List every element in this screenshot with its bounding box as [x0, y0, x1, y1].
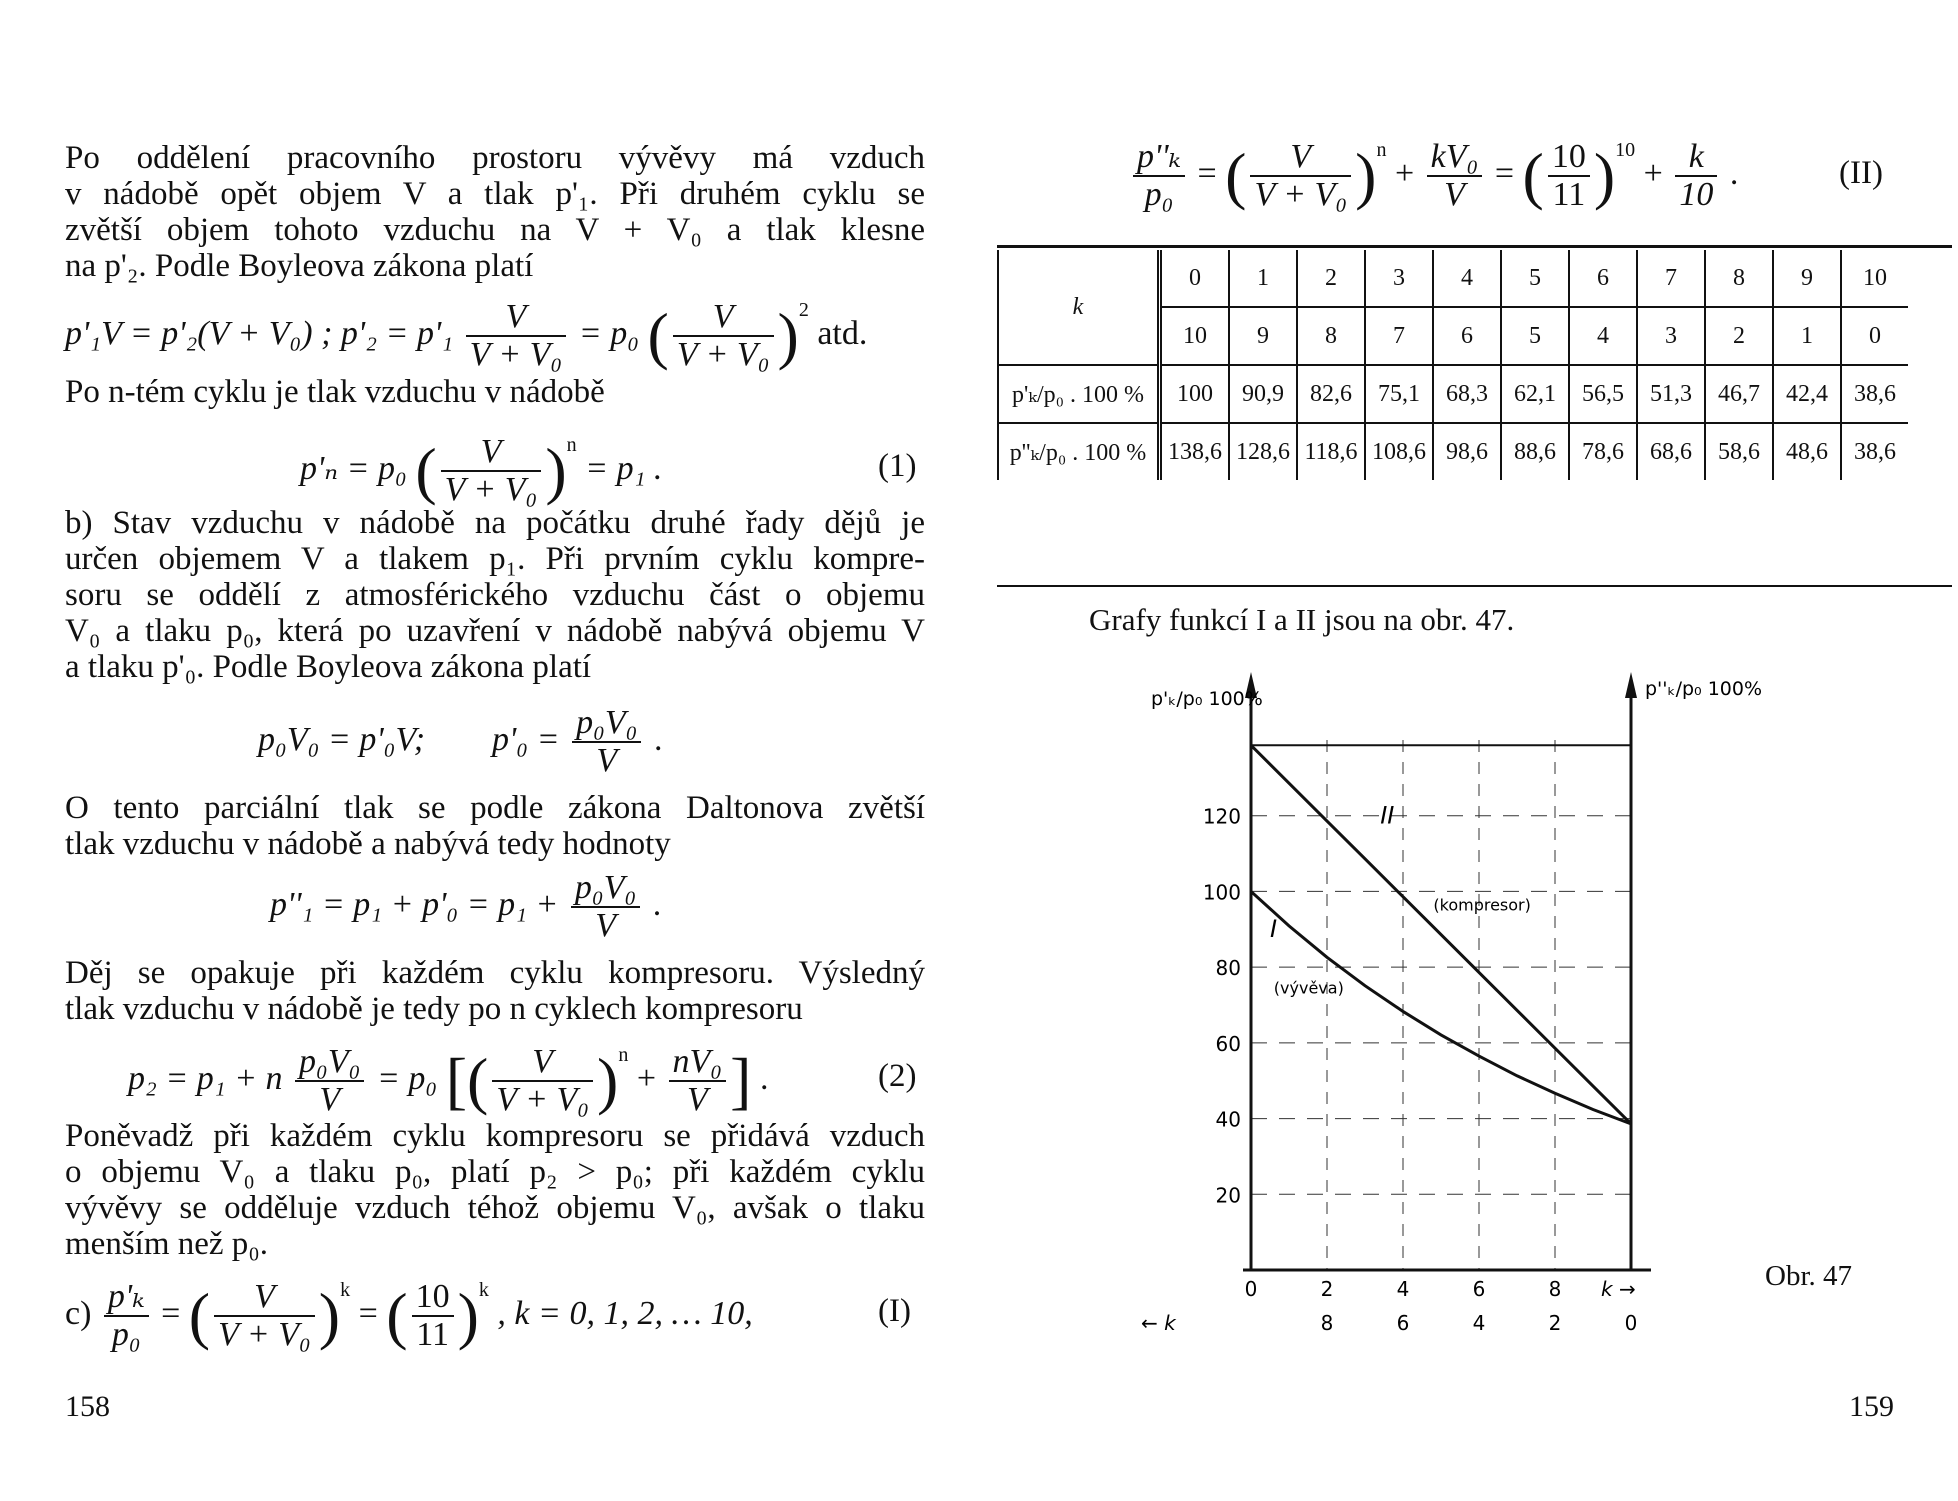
equation-2: p₂ = p₁ + n $\frac{\text{p₀V₀}}{V}$ = p₀ [( $\frac{V}{\text{V + V₀}}$ )$^n$ + $\frac{\text{nV₀}}{V}$ ] .	[128, 1043, 769, 1119]
table-cell: 10	[1841, 250, 1908, 307]
x-tick-label: 2	[1320, 1277, 1334, 1301]
y-tick-label: 80	[1215, 956, 1241, 981]
fraction	[492, 1044, 593, 1118]
arrow-right-axis	[1625, 672, 1637, 698]
exponent: n	[1376, 139, 1387, 161]
denominator: V	[596, 742, 618, 779]
text-line: o objemu V₀ a tlaku p₀, platí p₂ > p₀; při každém cyklu	[65, 1154, 925, 1190]
eq-part: p'ₙ = p₀	[300, 450, 407, 487]
numerator: 10	[412, 1279, 454, 1317]
denominator: V + V₀	[218, 1316, 311, 1354]
numerator: p₀V₀	[572, 705, 641, 743]
numerator: nV₀	[669, 1044, 727, 1082]
numerator: 10	[1548, 139, 1590, 177]
equation-II: $\frac{\text{p''ₖ}}{\text{p₀}}$ = ( $\frac{V}{\text{V + V₀}}$ )$^n$ + $\frac{\text{kV₀}}{V}$ = ( $\frac{10}{11}$ )$^{10}$ + $\frac{k}{10}$ .	[1129, 130, 1738, 213]
text-line: tlak vzduchu v nádobě a nabývá tedy hodnoty	[65, 826, 671, 862]
x-tick-label: 8	[1320, 1311, 1334, 1335]
fraction	[571, 870, 640, 944]
eq-part: +	[1643, 155, 1663, 192]
table-cell: 108,6	[1365, 423, 1433, 480]
eq-part: atd.	[817, 315, 868, 352]
exponent: k	[478, 1279, 489, 1301]
equation-boyle-1: p'₁V = p'₂(V + V₀) ; p'₂ = p'₁ $\frac{V}{\text{V + V₀}}$ = p₀ ( $\frac{V}{\text{V + V₀}}$ )$^2$ atd.	[65, 298, 868, 374]
series-label: II	[1380, 801, 1395, 830]
text-line: vývěvy se odděluje vzduch téhož objemu V₀, avšak o tlaku	[65, 1190, 925, 1226]
eq-part: =	[358, 1295, 378, 1332]
equation-number: (I)	[878, 1293, 911, 1329]
table-cell: 10	[1160, 307, 1230, 365]
x-tick-label: 0	[1244, 1277, 1258, 1301]
series-annotation: (vývěva)	[1273, 978, 1344, 998]
table-cell: 58,6	[1705, 423, 1773, 480]
numerator: V	[441, 434, 542, 472]
numerator: V	[214, 1279, 315, 1317]
exponent: 10	[1615, 139, 1636, 161]
table-cell: 68,6	[1637, 423, 1705, 480]
fraction	[1427, 139, 1483, 213]
paragraph-1	[65, 140, 925, 284]
text-line: zvětší objem tohoto vzduchu na V + V₀ a tlak klesne	[65, 212, 925, 248]
table-cell: 42,4	[1773, 365, 1841, 423]
fraction	[466, 299, 567, 373]
fraction	[1133, 139, 1185, 213]
eq-part: , k = 0, 1, 2, … 10,	[497, 1295, 753, 1332]
numerator: V	[673, 299, 774, 337]
equation-I: c) $\frac{\text{p'ₖ}}{\text{p₀}}$ = ( $\frac{V}{\text{V + V₀}}$ )$^k$ = ( $\frac{10}{11}$ )$^k$ , k = 0, 1, 2, … 10,	[65, 1278, 753, 1354]
denominator: V + V₀	[676, 336, 770, 374]
page-number: 158	[65, 1390, 110, 1423]
table-cell: 6	[1569, 250, 1637, 307]
table-cell: 9	[1229, 307, 1297, 365]
x-axis-label: ← k	[1141, 1311, 1176, 1335]
y-axis-label-left: p'ₖ/p₀ 100%	[1151, 688, 1263, 710]
eq-part: p₀V₀ = p'₀V;	[258, 720, 426, 758]
equation-1: p'ₙ = p₀ ( $\frac{V}{\text{V + V₀}}$ )$^n$ = p₁ .	[300, 433, 663, 509]
exponent: n	[566, 434, 577, 456]
text-line: Děj se opakuje při každém cyklu kompresoru. Výsledný	[65, 955, 925, 991]
eq-part: = p₀	[376, 1060, 438, 1097]
fraction	[572, 705, 641, 779]
paragraph-4	[65, 790, 925, 862]
page-number: 159	[1849, 1390, 1894, 1423]
row2-label-text: p''ₖ/p₀ . 100 %	[1009, 439, 1147, 466]
table-cell: 4	[1569, 307, 1637, 365]
eq-part: = p₀	[578, 315, 640, 352]
text-line: tlak vzduchu v nádobě je tedy po n cyklech kompresoru	[65, 991, 803, 1027]
table-cell: 6	[1433, 307, 1501, 365]
denominator: V	[319, 1081, 341, 1119]
eq-part: .	[1729, 155, 1739, 192]
denominator: V	[1444, 176, 1465, 214]
denominator: V + V₀	[469, 336, 563, 374]
numerator: V	[492, 1044, 593, 1082]
k-label: k	[1072, 293, 1084, 320]
eq-part: +	[636, 1060, 657, 1097]
denominator: V + V₀	[444, 471, 538, 509]
table-cell: 68,3	[1433, 365, 1501, 423]
denominator: p₀	[1144, 176, 1174, 214]
table-cell: 38,6	[1841, 423, 1908, 480]
table-cell: 2	[1297, 250, 1365, 307]
fraction	[1250, 139, 1351, 213]
table-cell: 3	[1637, 307, 1705, 365]
table-row-1	[998, 365, 1908, 423]
exponent: k	[340, 1279, 351, 1301]
y-tick-label: 40	[1215, 1107, 1241, 1132]
figure-caption: Grafy funkcí I a II jsou na obr. 47.	[1089, 602, 1515, 637]
series-line-I	[1251, 891, 1631, 1123]
eq-part: = p₁ .	[585, 450, 663, 487]
denominator: 10	[1679, 176, 1714, 214]
table-cell: 128,6	[1229, 423, 1297, 480]
figure-label: Obr. 47	[1765, 1260, 1852, 1292]
table-cell: 48,6	[1773, 423, 1841, 480]
paragraph-5	[65, 955, 925, 1027]
x-axis-label: k →	[1601, 1277, 1636, 1301]
table-cell: 9	[1773, 250, 1841, 307]
series-line-II	[1251, 745, 1631, 1124]
table-cell: 5	[1501, 250, 1569, 307]
fraction	[673, 299, 774, 373]
table-cell: 1	[1229, 250, 1297, 307]
table-cell: 8	[1297, 307, 1365, 365]
text-line: V₀ a tlaku p₀, která po uzavření v nádobě nabývá objemu V	[65, 613, 925, 649]
x-tick-label: 2	[1548, 1311, 1562, 1335]
fraction	[295, 1044, 364, 1118]
table-cell: 98,6	[1433, 423, 1501, 480]
numerator: V	[1250, 139, 1351, 177]
paragraph-2	[65, 374, 925, 410]
x-tick-label: 4	[1396, 1277, 1410, 1301]
eq-part: =	[1494, 155, 1515, 192]
fraction	[1548, 139, 1590, 213]
table-cell: 100	[1160, 365, 1230, 423]
text-line: v nádobě opět objem V a tlak p'₁. Při druhém cyklu se	[65, 176, 925, 212]
table-cell: 0	[1841, 307, 1908, 365]
table-cell: 5	[1501, 307, 1569, 365]
fraction	[214, 1279, 315, 1353]
equation-boyle-2	[258, 705, 662, 779]
numerator: V	[466, 299, 567, 337]
series-label: I	[1270, 914, 1278, 943]
equation-dalton	[270, 870, 661, 944]
fraction	[1675, 139, 1717, 213]
y-axis-label-right: p''ₖ/p₀ 100%	[1645, 678, 1763, 700]
table-cell: 88,6	[1501, 423, 1569, 480]
equation-number: (1)	[878, 448, 917, 484]
table-bottom-rule	[997, 585, 1952, 587]
table-cell: 78,6	[1569, 423, 1637, 480]
y-tick-label: 20	[1215, 1183, 1241, 1208]
fraction	[441, 434, 542, 508]
table-cell: 0	[1160, 250, 1230, 307]
k-label-cell	[998, 250, 1160, 365]
numerator: p''ₖ	[1133, 139, 1185, 177]
table-cell: 82,6	[1297, 365, 1365, 423]
eq-part: p'₁V = p'₂(V + V₀) ; p'₂ = p'₁	[65, 315, 454, 352]
text-line: Po oddělení pracovního prostoru vývěvy má vzduch	[65, 140, 925, 176]
table-cell: 7	[1637, 250, 1705, 307]
table-cell: 3	[1365, 250, 1433, 307]
table-cell: 75,1	[1365, 365, 1433, 423]
y-tick-label: 60	[1215, 1031, 1241, 1056]
eq-part: =	[161, 1295, 181, 1332]
table-cell: 138,6	[1160, 423, 1230, 480]
denominator: 11	[1552, 176, 1586, 214]
text-line: menším než p₀.	[65, 1226, 269, 1262]
numerator: kV₀	[1427, 139, 1483, 177]
x-tick-label: 0	[1624, 1311, 1638, 1335]
table-cell: 4	[1433, 250, 1501, 307]
row1-label-text: p'ₖ/p₀ . 100 %	[1011, 381, 1145, 408]
text-line: Po n-tém cyklu je tlak vzduchu v nádobě	[65, 374, 605, 410]
table-row-k-up	[998, 250, 1908, 307]
fraction	[669, 1044, 727, 1118]
table-cell: 118,6	[1297, 423, 1365, 480]
paragraph-6	[65, 1118, 925, 1262]
denominator: V + V₀	[496, 1081, 590, 1119]
eq-part: p₂ = p₁ + n	[128, 1060, 283, 1097]
fraction	[104, 1279, 149, 1353]
numerator: p'ₖ	[104, 1279, 149, 1317]
exponent: 2	[798, 299, 809, 321]
row2-label	[998, 423, 1160, 480]
y-tick-label: 100	[1202, 880, 1241, 905]
denominator: V	[686, 1081, 708, 1119]
x-tick-label: 6	[1396, 1311, 1410, 1335]
text-line: Poněvadž při každém cyklu kompresoru se přidává vzduch	[65, 1118, 925, 1154]
table-cell: 7	[1365, 307, 1433, 365]
equation-number: (2)	[878, 1058, 917, 1094]
text-line: na p'₂. Podle Boyleova zákona platí	[65, 248, 534, 284]
eq-part: .	[653, 720, 663, 758]
table-cell: 90,9	[1229, 365, 1297, 423]
x-tick-label: 8	[1548, 1277, 1562, 1301]
table-cell: 2	[1705, 307, 1773, 365]
eq-part: +	[1394, 155, 1415, 192]
table-cell: 51,3	[1637, 365, 1705, 423]
table-row-2	[998, 423, 1908, 480]
table-cell: 56,5	[1569, 365, 1637, 423]
text-line: určen objemem V a tlakem p₁. Při prvním cyklu kompre-	[65, 541, 925, 577]
eq-part: p''₁ = p₁ + p'₀ = p₁ +	[270, 885, 559, 923]
eq-label: c)	[65, 1295, 92, 1332]
eq-part: .	[759, 1060, 769, 1097]
series-annotation: (kompresor)	[1433, 895, 1531, 915]
denominator: V	[595, 907, 616, 944]
chart	[1141, 650, 1909, 1350]
exponent: n	[618, 1044, 629, 1066]
text-line: soru se oddělí z atmosférického vzduchu část o objemu	[65, 577, 925, 613]
numerator: p₀V₀	[571, 870, 640, 908]
table-cell: 1	[1773, 307, 1841, 365]
eq-part: p'₀ =	[492, 720, 560, 758]
table-cell: 38,6	[1841, 365, 1908, 423]
fraction	[412, 1279, 454, 1353]
denominator: 11	[416, 1316, 449, 1354]
numerator: k	[1675, 139, 1717, 177]
text-line: b) Stav vzduchu v nádobě na počátku druhé řady dějů je	[65, 505, 925, 541]
text-line: O tento parciální tlak se podle zákona Daltonova zvětší	[65, 790, 925, 826]
denominator: p₀	[111, 1316, 141, 1354]
x-tick-label: 6	[1472, 1277, 1486, 1301]
right-page	[979, 0, 1958, 1501]
table-cell: 8	[1705, 250, 1773, 307]
numerator: p₀V₀	[295, 1044, 364, 1082]
eq-part: .	[652, 885, 662, 923]
row1-label	[998, 365, 1160, 423]
values-table	[997, 250, 1908, 480]
x-tick-label: 4	[1472, 1311, 1486, 1335]
denominator: V + V₀	[1254, 176, 1348, 214]
y-tick-label: 120	[1202, 804, 1241, 829]
equation-number: (II)	[1839, 155, 1883, 191]
table-top-rule	[997, 245, 1952, 248]
eq-part: =	[1197, 155, 1217, 192]
table-cell: 62,1	[1501, 365, 1569, 423]
text-line: a tlaku p'₀. Podle Boyleova zákona platí	[65, 649, 592, 685]
paragraph-3	[65, 505, 925, 685]
table-cell: 46,7	[1705, 365, 1773, 423]
